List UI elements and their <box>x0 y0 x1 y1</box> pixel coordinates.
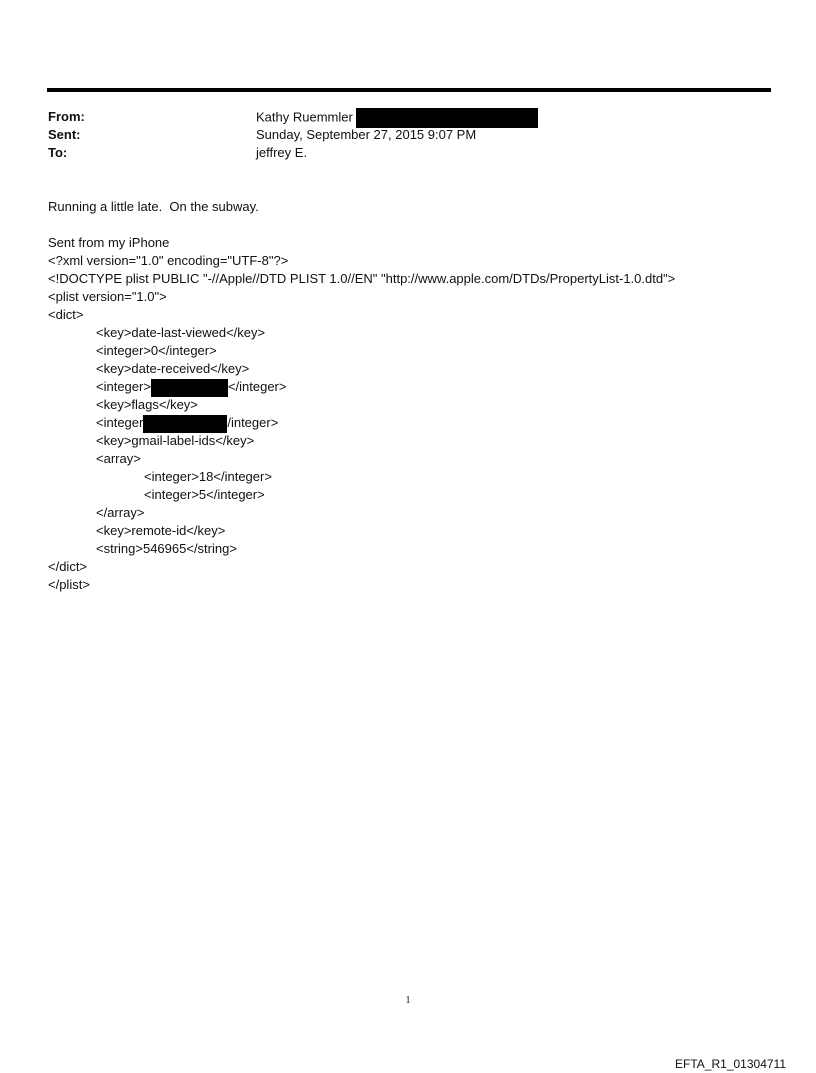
xml-line: <dict> <box>48 307 84 322</box>
signature-text: Sent from my iPhone <box>48 235 170 250</box>
xml-line: </plist> <box>48 577 90 592</box>
xml-fragment: </integer> <box>227 379 287 394</box>
xml-line: <!DOCTYPE plist PUBLIC "-//Apple//DTD PLIST 1.0//EN" "http://www.apple.com/DTDs/PropertyList-1.0.dtd"> <box>48 271 676 286</box>
to-value: jeffrey E. <box>256 145 308 160</box>
xml-line: <integer>5</integer> <box>144 487 265 502</box>
page-number: 1 <box>405 995 411 1006</box>
xml-line: <key>remote-id</key> <box>96 523 226 538</box>
sent-value: Sunday, September 27, 2015 9:07 PM <box>256 127 477 142</box>
redaction-box <box>356 108 538 128</box>
xml-line: <?xml version="1.0" encoding="UTF-8"?> <box>48 253 289 268</box>
xml-line: <integer>0</integer> <box>96 343 217 358</box>
xml-line: </dict> <box>48 559 88 574</box>
xml-line: </array> <box>96 505 145 520</box>
xml-line: <key>date-last-viewed</key> <box>96 325 266 340</box>
bates-number: EFTA_R1_01304711 <box>675 1057 786 1071</box>
xml-line: <key>date-received</key> <box>96 361 250 376</box>
xml-line: <integer>18</integer> <box>144 469 272 484</box>
sent-label: Sent: <box>48 127 81 142</box>
redaction-box <box>143 415 227 433</box>
xml-fragment: <integer <box>96 415 144 430</box>
xml-line: <array> <box>96 451 141 466</box>
redaction-box <box>151 379 228 397</box>
xml-fragment: /integer> <box>227 415 279 430</box>
xml-fragment: <integer> <box>96 379 151 394</box>
xml-line: <plist version="1.0"> <box>48 289 167 304</box>
xml-line: <key>flags</key> <box>96 397 198 412</box>
xml-line: <string>546965</string> <box>96 541 237 556</box>
xml-line: <key>gmail-label-ids</key> <box>96 433 255 448</box>
from-value <box>256 108 538 128</box>
header-rule <box>47 88 771 92</box>
xml-line-redacted <box>96 414 278 433</box>
to-label: To: <box>48 145 68 160</box>
xml-line-redacted <box>96 378 286 397</box>
from-label: From: <box>48 109 85 124</box>
sender-name: Kathy Ruemmler <box>256 109 353 125</box>
message-text: Running a little late. On the subway. <box>48 199 259 214</box>
